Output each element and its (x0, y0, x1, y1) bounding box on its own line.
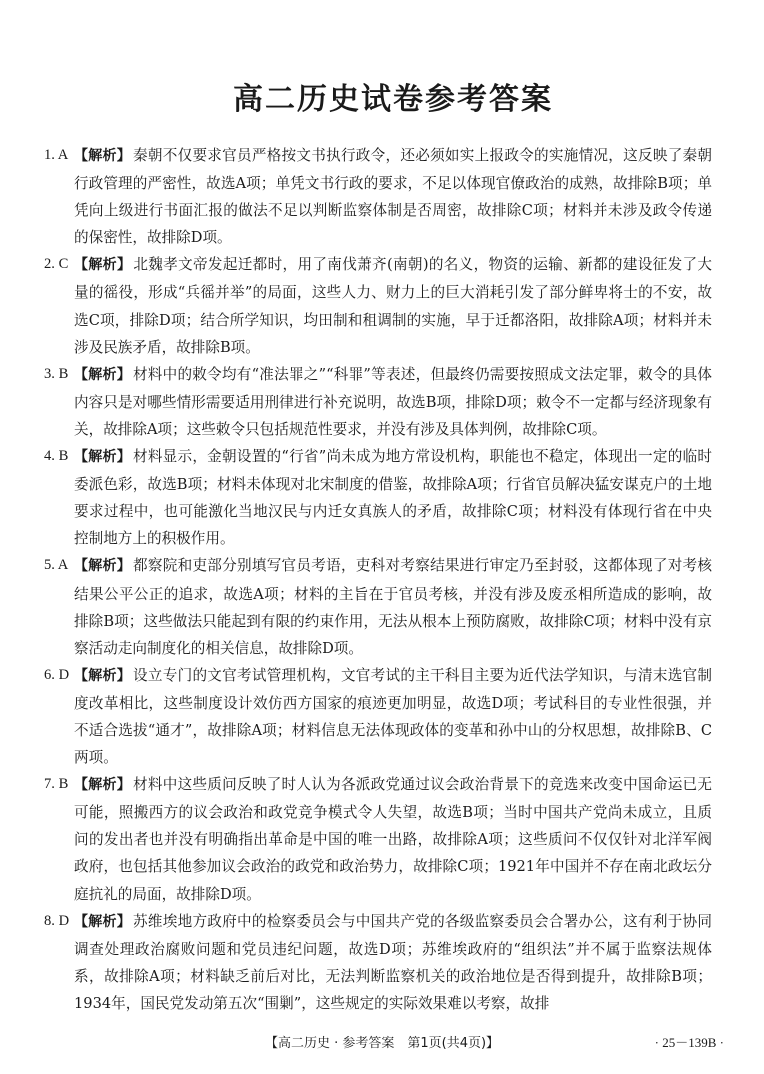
question-number: 5. A (44, 557, 69, 574)
answer-explanation: 北魏孝文帝发起迁都时，用了南伐萧齐(南朝)的名义，物资的运输、新都的建设征发了大量的徭役，形成“兵徭并举”的局面，这些人力、财力上的巨大消耗引发了部分鲜卑将士的不安，故选C项，排除D项；结合所学知识，均田制和租调制的实施，早于迁都洛阳，故排除A项；材料并未涉及民族矛盾，故排除B项。 (74, 256, 713, 356)
answer-text (74, 771, 712, 907)
answer-item-3 (44, 361, 712, 443)
answer-text (74, 443, 712, 552)
page-footer (0, 1032, 764, 1051)
answer-explanation: 设立专门的文官考试管理机构，文官考试的主干科目主要为近代法学知识，与清末选官制度改革相比，这些制度设计效仿西方国家的痕迹更加明显，故选D项；考试科目的专业性很强，并不适合选拔“通才”，故排除A项；材料信息无法体现政体的变革和孙中山的分权思想，故排除B、C两项。 (74, 666, 712, 767)
question-number: 3. B (44, 365, 69, 382)
answer-text (74, 662, 712, 771)
answer-item-4 (44, 443, 712, 552)
answer-explanation: 材料显示，金朝设置的“行省”尚未成为地方常设机构，职能也不稳定，体现出一定的临时委派色彩，故选B项；材料未体现对北宋制度的借鉴，故排除A项；行省官员解决猛安谋克户的土地要求过程中，也可能激化当地汉民与内迁女真族人的矛盾，故排除C项；材料没有体现行省在中央控制地方上的积极作用。 (74, 448, 712, 548)
question-number: 1. A (44, 147, 69, 163)
answer-item-6 (44, 662, 712, 771)
answer-text (74, 908, 712, 1017)
footer-label: 【高二历史 · 参考答案 第1页(共4页)】 (264, 1036, 500, 1051)
answer-text (74, 361, 712, 443)
question-number: 6. D (44, 666, 70, 683)
answer-text (74, 552, 712, 661)
analysis-tag: 【解析】 (74, 913, 132, 930)
analysis-tag: 【解析】 (74, 257, 132, 274)
analysis-tag: 【解析】 (74, 667, 132, 684)
answer-item-2 (44, 251, 713, 360)
analysis-tag: 【解析】 (74, 558, 132, 575)
answer-item-7 (44, 771, 712, 907)
question-number: 4. B (44, 448, 69, 465)
answer-explanation: 苏维埃地方政府中的检察委员会与中国共产党的各级监察委员会合署办公，这有利于协同调查处理政治腐败问题和党员违纪问题，故选D项；苏维埃政府的“组织法”并不属于监察法规体系，故排除A项；材料缺乏前后对比，无法判断监察机关的政治地位是否得到提升，故排除B项；1934年，国民党发动第五次“围剿”，这些规定的实际效果难以考察，故排 (74, 912, 712, 1012)
analysis-tag: 【解析】 (74, 366, 131, 383)
answer-text (74, 251, 712, 360)
answer-explanation: 材料中的敕令均有“准法罪之”“科罪”等表述，但最终仍需要按照成文法定罪，敕令的具体内容只是对哪些情形需要适用刑律进行补充说明，故选B项，排除D项；敕令不一定都与经济现象有关，故排除A项；这些敕令只包括规范性要求，并没有涉及具体判例，故排除C项。 (74, 365, 712, 438)
answer-list (44, 142, 713, 1017)
answer-explanation: 都察院和吏部分别填写官员考语，吏科对考察结果进行审定乃至封驳，这都体现了对考核结果公平公正的追求，故选A项；材料的主旨在于官员考核，并没有涉及废丞相所造成的影响，故排除B项；这些做法只能起到有限的约束作用，无法从根本上预防腐败，故排除C项；材料中没有京察活动走向制度化的相关信息，故排除D项。 (74, 557, 712, 657)
answer-item-5 (44, 552, 712, 661)
question-number: 2. C (44, 256, 69, 273)
answer-explanation: 秦朝不仅要求官员严格按文书执行政令，还必须如实上报政令的实施情况，这反映了秦朝行政管理的严密性，故选A项；单凭文书行政的要求，不足以体现官僚政治的成熟，故排除B项；单凭向上级进行书面汇报的做法不足以判断监察体制是否周密，故排除C项；材料并未涉及政令传递的保密性，故排除D项。 (74, 147, 712, 247)
question-number: 8. D (44, 912, 70, 929)
analysis-tag: 【解析】 (74, 449, 131, 466)
answer-item-8 (44, 908, 712, 1017)
analysis-tag: 【解析】 (74, 777, 132, 794)
answer-text (74, 142, 712, 251)
paper-code: · 25－139B · (654, 1035, 724, 1050)
answer-item-1 (44, 142, 712, 251)
analysis-tag: 【解析】 (74, 148, 132, 164)
question-number: 7. B (44, 776, 69, 793)
page-title: 高二历史试卷参考答案 (233, 82, 553, 117)
answer-explanation: 材料中这些质问反映了时人认为各派政党通过议会政治背景下的竞选来改变中国命运已无可能，照搬西方的议会政治和政党竞争模式令人失望，故选B项；当时中国共产党尚未成立，且质问的发出者也并没有明确指出革命是中国的唯一出路，故排除A项；这些质问不仅仅针对北洋军阀政府，也包括其他参加议会政治的政党和政治势力，故排除C项；1921年中国并不存在南北政坛分庭抗礼的局面，故排除D项。 (74, 776, 712, 903)
